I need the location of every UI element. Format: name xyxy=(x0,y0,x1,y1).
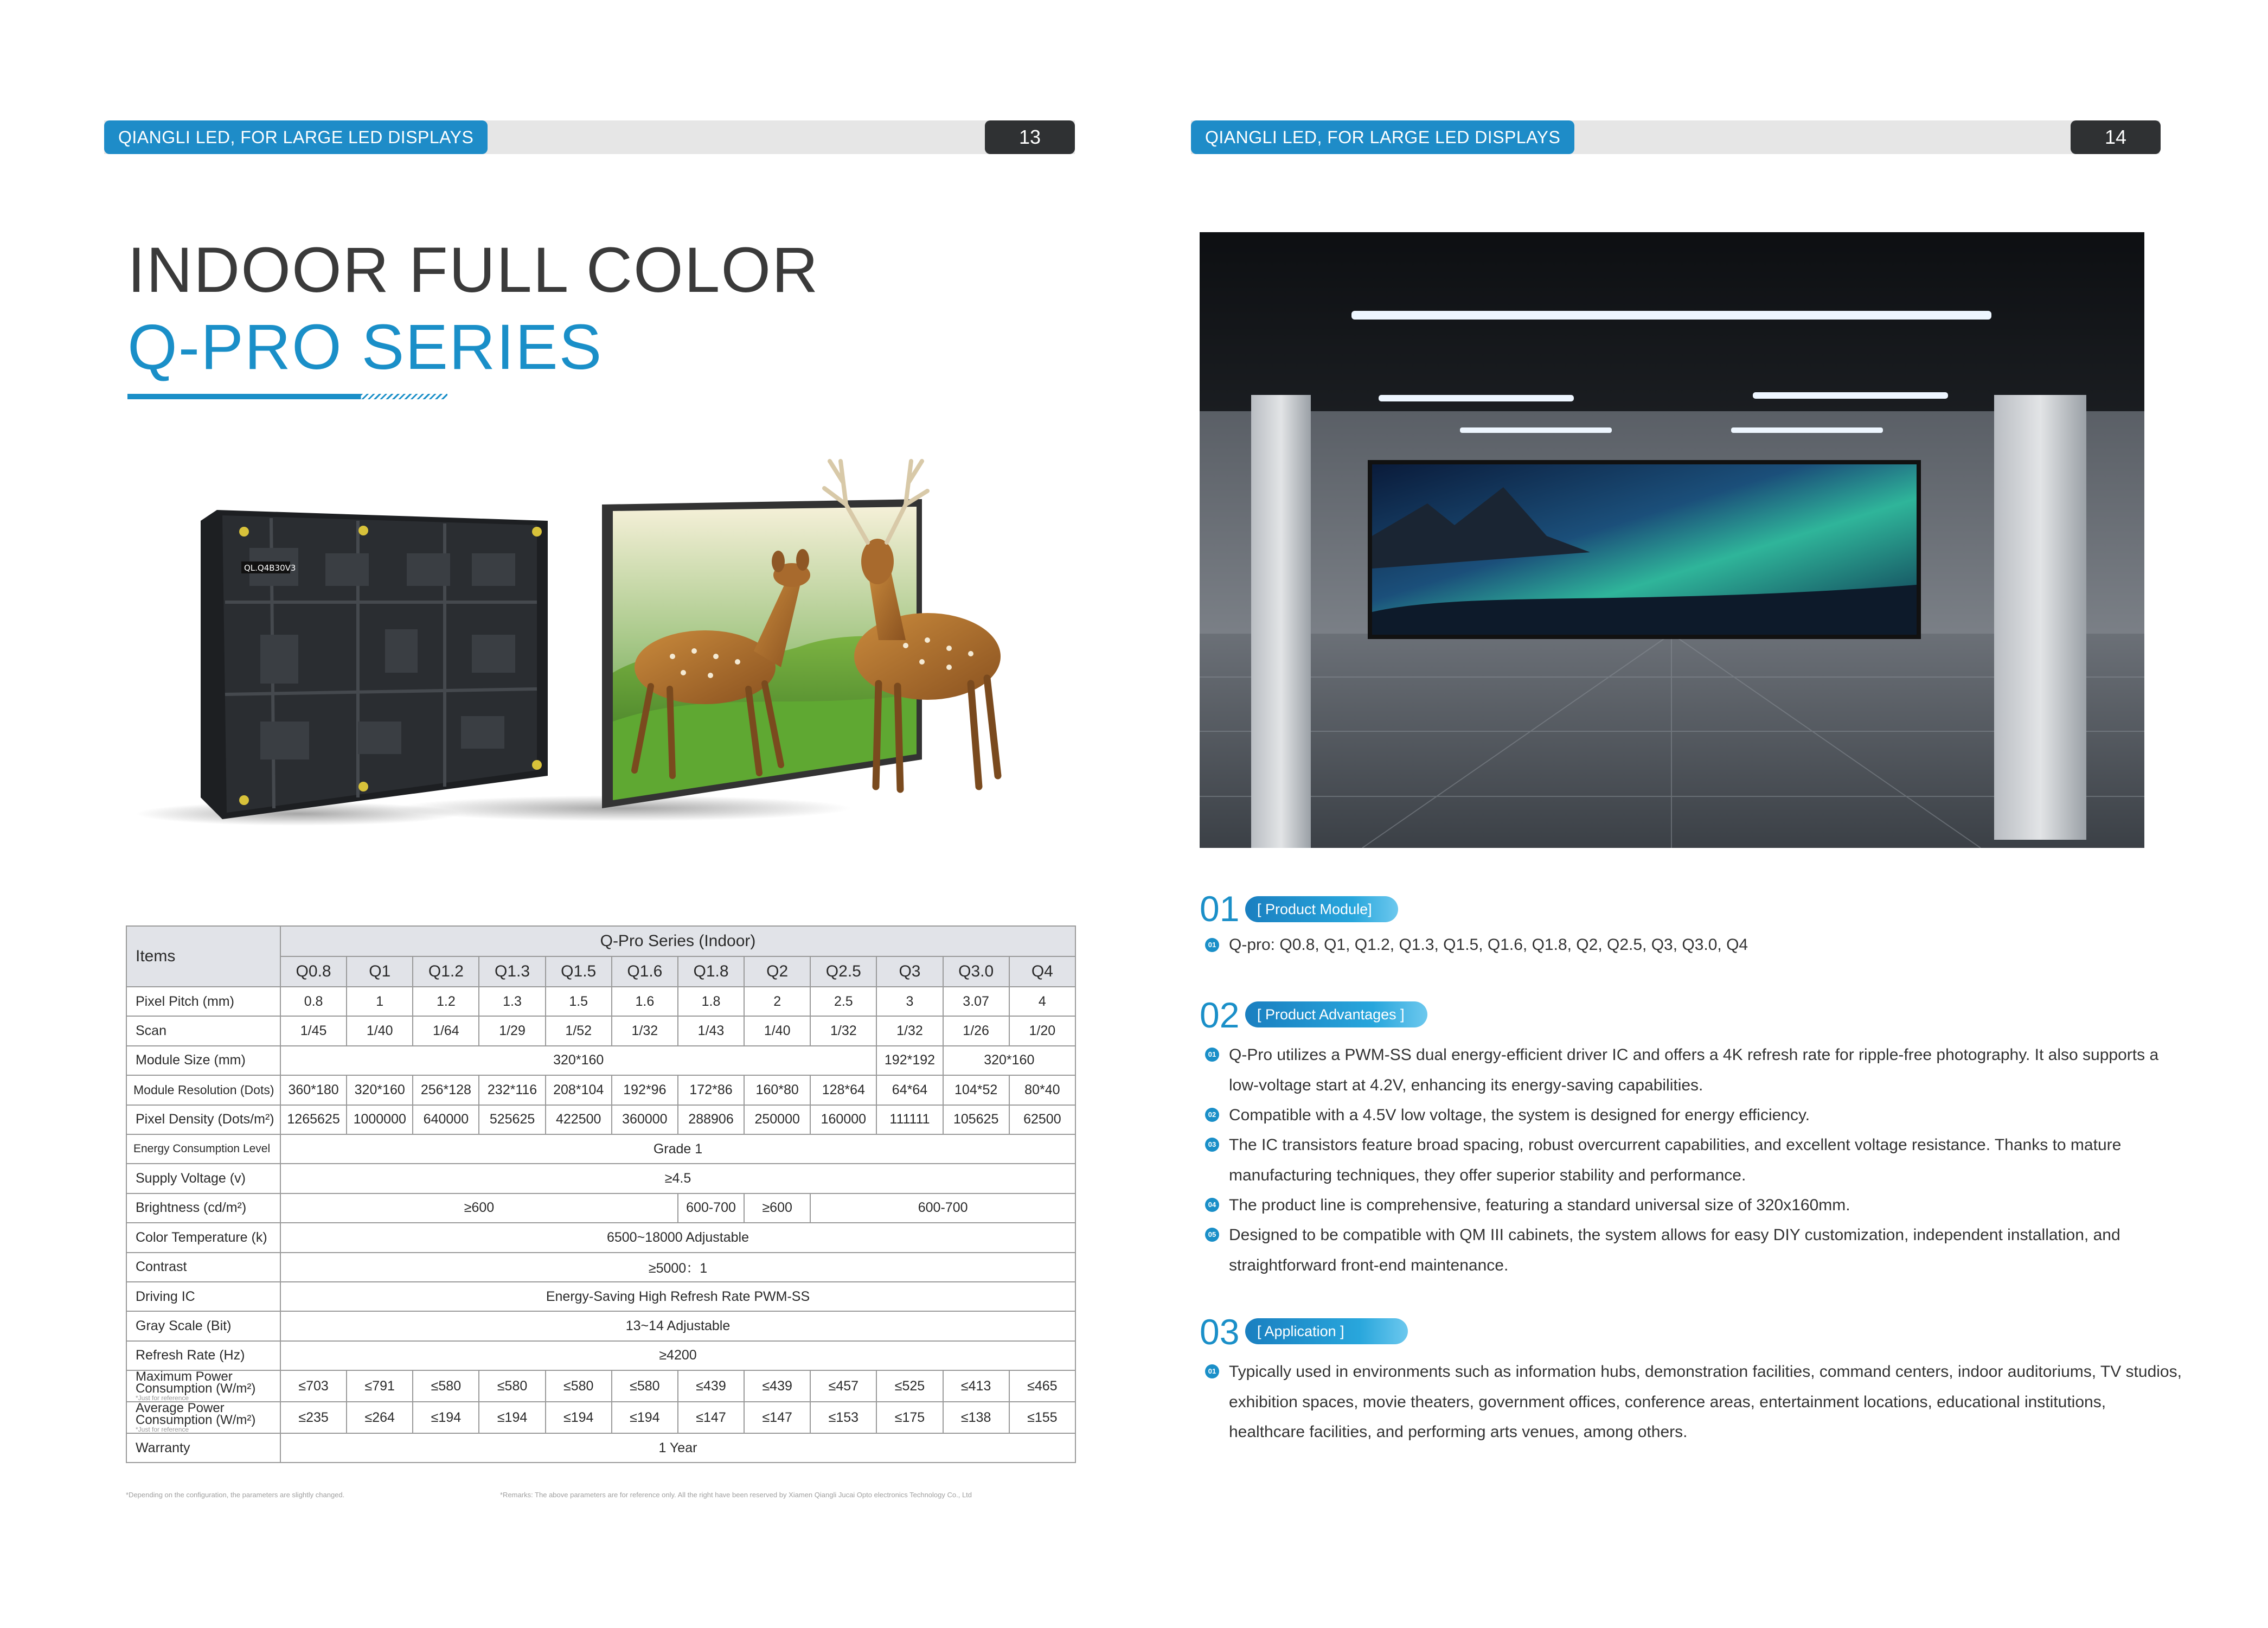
model-header: Q0.8 xyxy=(280,956,347,987)
row-label: Supply Voltage (v) xyxy=(126,1164,280,1193)
gray-scale-row xyxy=(126,1311,1075,1340)
section-paragraph: Designed to be compatible with QM III cabinets, the system allows for easy DIY customization, independent installation, and straightforward front-end maintenance. xyxy=(1229,1226,2120,1274)
row-label: Brightness (cd/m²) xyxy=(126,1193,280,1223)
cell: 1.8 xyxy=(678,987,744,1016)
section-paragraph: Compatible with a 4.5V low voltage, the system is designed for energy efficiency. xyxy=(1229,1106,1810,1124)
cell: 1/43 xyxy=(678,1016,744,1045)
pixel-pitch-row xyxy=(126,987,1075,1016)
cell: ≤155 xyxy=(1009,1402,1075,1433)
cell: 1.5 xyxy=(546,987,612,1016)
cell: 1000000 xyxy=(347,1105,413,1134)
row-label: Contrast xyxy=(126,1253,280,1282)
cell: ≤147 xyxy=(678,1402,744,1433)
cell: ≤413 xyxy=(943,1370,1009,1402)
bullet-badge: 01 xyxy=(1205,1364,1219,1378)
led-module xyxy=(201,510,548,819)
cell: ≤580 xyxy=(413,1370,479,1402)
cell: 1.3 xyxy=(479,987,545,1016)
model-header: Q2.5 xyxy=(810,956,876,987)
cell: 422500 xyxy=(546,1105,612,1134)
series-header: Q-Pro Series (Indoor) xyxy=(280,926,1075,956)
cell: ≤457 xyxy=(810,1370,876,1402)
left-brand-pill: QIANGLI LED, FOR LARGE LED DISPLAYS xyxy=(104,120,488,154)
cell: ≥5000：1 xyxy=(280,1253,1075,1282)
cell: 2 xyxy=(744,987,810,1016)
cell: ≤194 xyxy=(612,1402,678,1433)
cell: ≤235 xyxy=(280,1402,347,1433)
model-header: Q1.5 xyxy=(546,956,612,987)
model-header: Q4 xyxy=(1009,956,1075,987)
cell: 0.8 xyxy=(280,987,347,1016)
cell: 1.6 xyxy=(612,987,678,1016)
cell: 13~14 Adjustable xyxy=(280,1311,1075,1340)
row-label: Pixel Pitch (mm) xyxy=(126,987,280,1016)
cell: 192*96 xyxy=(612,1075,678,1105)
energy-level-row xyxy=(126,1134,1075,1164)
installation-photo xyxy=(1200,232,2144,848)
cell: ≥600 xyxy=(280,1193,678,1223)
cell: 600-700 xyxy=(678,1193,744,1223)
module-resolution-row xyxy=(126,1075,1075,1105)
cell: 104*52 xyxy=(943,1075,1009,1105)
cell: 6500~18000 Adjustable xyxy=(280,1223,1075,1252)
cell: 1/32 xyxy=(876,1016,943,1045)
model-header: Q3 xyxy=(876,956,943,987)
cell: 360*180 xyxy=(280,1075,347,1105)
cell: 1 xyxy=(347,987,413,1016)
title-underline xyxy=(127,394,447,399)
cell: ≥4.5 xyxy=(280,1164,1075,1193)
section-tag: [ Application ] xyxy=(1245,1318,1408,1344)
cell: 1/52 xyxy=(546,1016,612,1045)
cell: 64*64 xyxy=(876,1075,943,1105)
cell: 360000 xyxy=(612,1105,678,1134)
cell: Energy-Saving High Refresh Rate PWM-SS xyxy=(280,1282,1075,1311)
cell: 600-700 xyxy=(810,1193,1075,1223)
pixel-density-row xyxy=(126,1105,1075,1134)
footnote-right: *Remarks: The above parameters are for reference only. All the right have been reserved by Xiamen Qiangli Jucai Opto electronics Technology Co., Ltd xyxy=(500,1491,972,1499)
left-page-number: 13 xyxy=(985,120,1075,154)
section-paragraph: The IC transistors feature broad spacing, robust overcurrent capabilities, and excellent voltage resistance. Thanks to mature manufacturing techniques, they offer superior stability and performance. xyxy=(1229,1136,2122,1184)
cell: 105625 xyxy=(943,1105,1009,1134)
row-label: Pixel Density (Dots/m²) xyxy=(126,1105,280,1134)
cell: 640000 xyxy=(413,1105,479,1134)
warranty-row xyxy=(126,1433,1075,1463)
cell: 160*80 xyxy=(744,1075,810,1105)
section-paragraph: Q-Pro utilizes a PWM-SS dual energy-efficient driver IC and offers a 4K refresh rate for ripple-free photography. It also supports a low-voltage start at 4.2V, enhancing its energy-saving capabilities. xyxy=(1229,1046,2159,1094)
row-label: Refresh Rate (Hz) xyxy=(126,1341,280,1370)
row-label: Driving IC xyxy=(126,1282,280,1311)
reference-note: *Just for reference xyxy=(136,1426,189,1434)
cell: 1/32 xyxy=(810,1016,876,1045)
right-brand-pill: QIANGLI LED, FOR LARGE LED DISPLAYS xyxy=(1191,120,1574,154)
row-label xyxy=(126,1370,280,1402)
section-paragraph: Typically used in environments such as information hubs, demonstration facilities, command centers, indoor auditoriums, TV studios, exhibition spaces, movie theaters, government offices, conference areas, entertainment locations, educational institutions, healthcare facilities, and performing arts venues, among others. xyxy=(1229,1363,2182,1441)
cell: ≤194 xyxy=(479,1402,545,1433)
section-paragraph: The product line is comprehensive, featuring a standard universal size of 320x160mm. xyxy=(1229,1196,1850,1214)
cell: 192*192 xyxy=(876,1046,943,1075)
row-label: Warranty xyxy=(126,1433,280,1463)
refresh-rate-row xyxy=(126,1341,1075,1370)
footnote-left: *Depending on the configuration, the parameters are slightly changed. xyxy=(126,1491,345,1499)
cell: 232*116 xyxy=(479,1075,545,1105)
row-label: Module Size (mm) xyxy=(126,1046,280,1075)
row-label: Color Temperature (k) xyxy=(126,1223,280,1252)
cell: 2.5 xyxy=(810,987,876,1016)
cell: 288906 xyxy=(678,1105,744,1134)
module-label-text: QL.Q4B30V3 xyxy=(244,563,296,573)
max-power-row xyxy=(126,1370,1075,1402)
bullet-badge: 04 xyxy=(1205,1198,1219,1212)
cell: ≤439 xyxy=(678,1370,744,1402)
cell: ≥4200 xyxy=(280,1341,1075,1370)
model-header: Q1.2 xyxy=(413,956,479,987)
model-header: Q1 xyxy=(347,956,413,987)
cell: ≥600 xyxy=(744,1193,810,1223)
section-number: 03 xyxy=(1200,1312,1240,1352)
cell: ≤439 xyxy=(744,1370,810,1402)
cell: ≤138 xyxy=(943,1402,1009,1433)
cell: ≤703 xyxy=(280,1370,347,1402)
cell: 1/29 xyxy=(479,1016,545,1045)
cell: 160000 xyxy=(810,1105,876,1134)
row-label: Module Resolution (Dots) xyxy=(126,1075,280,1105)
cell: ≤194 xyxy=(413,1402,479,1433)
cell: 1.2 xyxy=(413,987,479,1016)
driving-ic-row xyxy=(126,1282,1075,1311)
section-number: 02 xyxy=(1200,995,1240,1035)
cell: 128*64 xyxy=(810,1075,876,1105)
specification-table xyxy=(126,925,1076,1463)
cell: ≤264 xyxy=(347,1402,413,1433)
cell: ≤580 xyxy=(546,1370,612,1402)
row-label: Gray Scale (Bit) xyxy=(126,1311,280,1340)
model-header: Q2 xyxy=(744,956,810,987)
cell: 1 Year xyxy=(280,1433,1075,1463)
bullet-badge: 01 xyxy=(1205,938,1219,952)
cell: ≤525 xyxy=(876,1370,943,1402)
bullet-badge: 03 xyxy=(1205,1138,1219,1152)
module-size-row xyxy=(126,1046,1075,1075)
page-title-line2: Q-PRO SERIES xyxy=(127,311,603,383)
row-label: Energy Consumption Level xyxy=(126,1134,280,1164)
items-header: Items xyxy=(126,926,280,987)
model-header: Q1.3 xyxy=(479,956,545,987)
cell: 320*160 xyxy=(347,1075,413,1105)
brightness-row xyxy=(126,1193,1075,1223)
contrast-row xyxy=(126,1253,1075,1282)
row-label xyxy=(126,1402,280,1433)
cell: 1/64 xyxy=(413,1016,479,1045)
cell: ≤147 xyxy=(744,1402,810,1433)
cell: ≤194 xyxy=(546,1402,612,1433)
model-header: Q1.6 xyxy=(612,956,678,987)
bullet-badge: 02 xyxy=(1205,1108,1219,1122)
cell: 1265625 xyxy=(280,1105,347,1134)
color-temperature-row xyxy=(126,1223,1075,1252)
cell: 250000 xyxy=(744,1105,810,1134)
cell: ≤175 xyxy=(876,1402,943,1433)
model-header: Q1.8 xyxy=(678,956,744,987)
avg-power-row xyxy=(126,1402,1075,1433)
cell: ≤791 xyxy=(347,1370,413,1402)
cell: 256*128 xyxy=(413,1075,479,1105)
cell: ≤465 xyxy=(1009,1370,1075,1402)
reference-note: *Just for reference xyxy=(136,1394,189,1402)
cell: 3 xyxy=(876,987,943,1016)
cell: 320*160 xyxy=(280,1046,876,1075)
cell: 320*160 xyxy=(943,1046,1075,1075)
cell: ≤580 xyxy=(612,1370,678,1402)
cell: 1/20 xyxy=(1009,1016,1075,1045)
scan-row xyxy=(126,1016,1075,1045)
cell: 1/40 xyxy=(744,1016,810,1045)
cell: 525625 xyxy=(479,1105,545,1134)
cell: Grade 1 xyxy=(280,1134,1075,1164)
cell: 1/26 xyxy=(943,1016,1009,1045)
cell: 3.07 xyxy=(943,987,1009,1016)
cell: 172*86 xyxy=(678,1075,744,1105)
bullet-badge: 05 xyxy=(1205,1228,1219,1242)
cell: 62500 xyxy=(1009,1105,1075,1134)
bullet-badge: 01 xyxy=(1205,1048,1219,1062)
section-paragraph: Q-pro: Q0.8, Q1, Q1.2, Q1.3, Q1.5, Q1.6, Q1.8, Q2, Q2.5, Q3, Q3.0, Q4 xyxy=(1229,936,1748,954)
section-tag: [ Product Module] xyxy=(1245,896,1398,922)
right-page-number: 14 xyxy=(2071,120,2161,154)
row-label: Scan xyxy=(126,1016,280,1045)
cell: 80*40 xyxy=(1009,1075,1075,1105)
cell: 1/40 xyxy=(347,1016,413,1045)
cell: 1/32 xyxy=(612,1016,678,1045)
supply-voltage-row xyxy=(126,1164,1075,1193)
product-illustration xyxy=(136,439,1030,830)
cell: 4 xyxy=(1009,987,1075,1016)
cell: 1/45 xyxy=(280,1016,347,1045)
section-number: 01 xyxy=(1200,889,1240,929)
cell: ≤580 xyxy=(479,1370,545,1402)
row-label-text: Maximum Power Consumption (W/m²) xyxy=(136,1370,256,1396)
page-title-line1: INDOOR FULL COLOR xyxy=(127,234,819,306)
section-tag: [ Product Advantages ] xyxy=(1245,1001,1427,1027)
cell: ≤153 xyxy=(810,1402,876,1433)
model-header: Q3.0 xyxy=(943,956,1009,987)
row-label-text: Average Power Consumption (W/m²) xyxy=(136,1402,256,1428)
cell: 208*104 xyxy=(546,1075,612,1105)
cell: 111111 xyxy=(876,1105,943,1134)
